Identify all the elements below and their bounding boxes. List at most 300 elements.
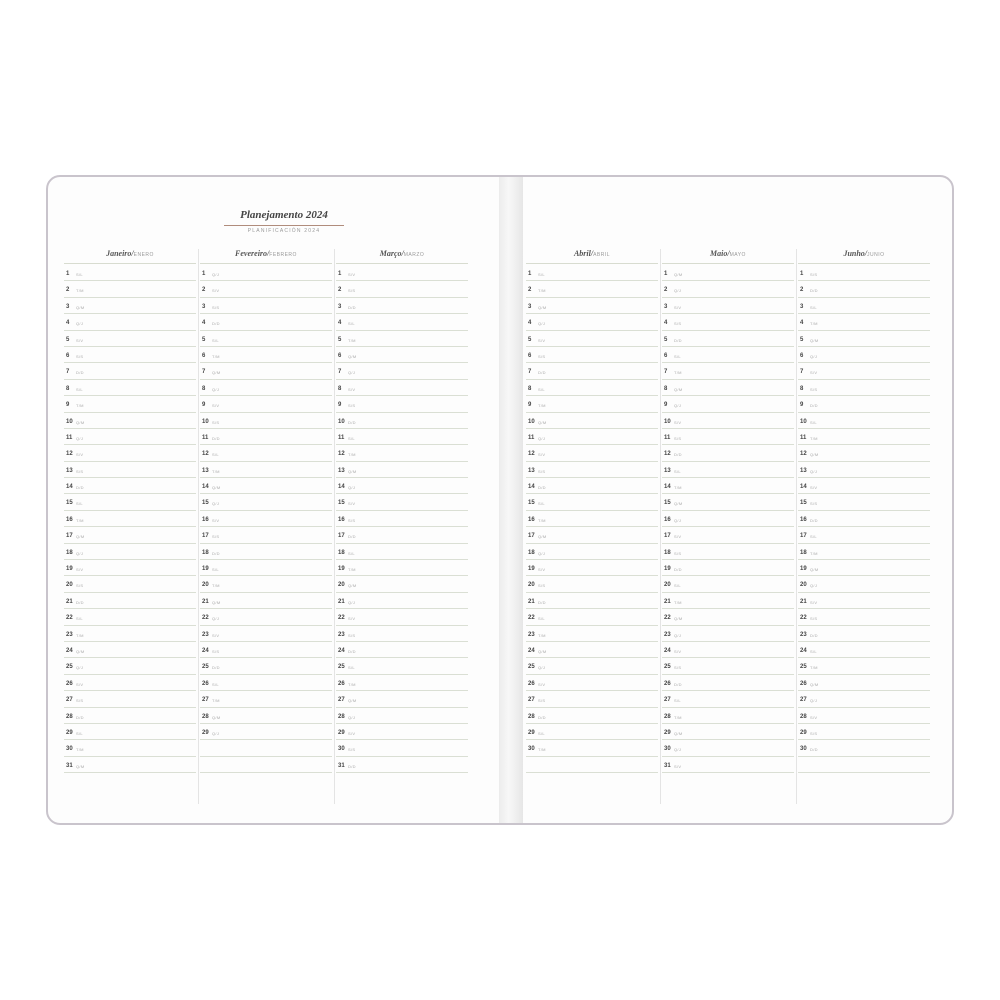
day-row[interactable] (336, 511, 468, 527)
day-row[interactable] (200, 708, 332, 724)
day-row[interactable] (798, 642, 930, 658)
day-row[interactable] (64, 380, 196, 396)
day-number: 26 (664, 680, 671, 687)
day-row[interactable] (526, 380, 658, 396)
day-row[interactable] (64, 609, 196, 625)
weekday-abbrev: Q/M (674, 730, 683, 736)
month-name: Maio/ (710, 249, 730, 258)
day-row[interactable] (526, 658, 658, 674)
day-row[interactable] (798, 331, 930, 347)
weekday-abbrev: D/D (810, 288, 818, 294)
weekday-abbrev: D/D (212, 665, 220, 671)
day-row[interactable] (798, 462, 930, 478)
weekday-abbrev: S/V (538, 681, 546, 687)
day-row[interactable] (798, 658, 930, 674)
day-row[interactable] (526, 675, 658, 691)
day-row[interactable] (662, 511, 794, 527)
day-row[interactable] (200, 724, 332, 740)
day-row[interactable] (64, 478, 196, 494)
day-row[interactable] (662, 642, 794, 658)
weekday-abbrev: Q/M (212, 599, 221, 605)
planner-spread (46, 175, 954, 825)
day-row[interactable] (336, 626, 468, 642)
day-row[interactable] (662, 724, 794, 740)
day-number: 31 (664, 762, 671, 769)
day-number: 5 (338, 336, 342, 343)
day-number: 4 (664, 320, 668, 327)
day-number: 13 (66, 467, 73, 474)
day-number: 28 (202, 713, 209, 720)
day-row[interactable] (200, 560, 332, 576)
day-row[interactable] (662, 281, 794, 297)
day-row[interactable] (798, 413, 930, 429)
day-row[interactable] (526, 626, 658, 642)
day-row[interactable] (662, 609, 794, 625)
day-number: 4 (202, 320, 206, 327)
day-number: 30 (528, 746, 535, 753)
weekday-abbrev: Q/M (76, 534, 85, 540)
day-number: 25 (66, 664, 73, 671)
weekday-abbrev: D/D (810, 517, 818, 523)
day-row[interactable] (798, 281, 930, 297)
day-row[interactable] (64, 413, 196, 429)
month-column (662, 249, 794, 773)
day-row[interactable] (798, 396, 930, 412)
day-row[interactable] (526, 347, 658, 363)
day-row[interactable] (798, 691, 930, 707)
day-row[interactable] (798, 593, 930, 609)
day-row[interactable] (526, 429, 658, 445)
day-row[interactable] (64, 331, 196, 347)
weekday-abbrev: D/D (538, 714, 546, 720)
day-row[interactable] (64, 511, 196, 527)
day-row[interactable] (336, 560, 468, 576)
day-row[interactable] (526, 314, 658, 330)
day-row[interactable] (662, 363, 794, 379)
weekday-abbrev: S/S (348, 632, 356, 638)
day-row[interactable] (200, 363, 332, 379)
day-row[interactable] (200, 544, 332, 560)
day-number: 23 (664, 631, 671, 638)
day-row[interactable] (336, 331, 468, 347)
day-row[interactable] (662, 462, 794, 478)
day-row[interactable] (64, 740, 196, 756)
weekday-abbrev: S/L (348, 321, 355, 327)
day-row[interactable] (200, 494, 332, 510)
day-row[interactable] (526, 560, 658, 576)
day-row[interactable] (662, 478, 794, 494)
day-row[interactable] (526, 757, 658, 773)
day-row[interactable] (64, 314, 196, 330)
day-row[interactable] (336, 494, 468, 510)
weekday-abbrev: D/D (674, 567, 682, 573)
day-number: 30 (800, 746, 807, 753)
day-row[interactable] (200, 658, 332, 674)
day-number: 12 (800, 451, 807, 458)
day-row[interactable] (200, 609, 332, 625)
day-number: 5 (202, 336, 206, 343)
day-number: 6 (528, 352, 532, 359)
day-row[interactable] (798, 363, 930, 379)
day-row[interactable] (200, 396, 332, 412)
day-row[interactable] (526, 691, 658, 707)
day-row[interactable] (662, 347, 794, 363)
day-row[interactable] (798, 724, 930, 740)
day-row[interactable] (64, 691, 196, 707)
day-row[interactable] (336, 478, 468, 494)
day-row[interactable] (200, 445, 332, 461)
day-row[interactable] (662, 675, 794, 691)
weekday-abbrev: T/M (348, 681, 356, 687)
day-number: 7 (338, 369, 342, 376)
day-row[interactable] (336, 429, 468, 445)
day-number: 1 (338, 271, 342, 277)
day-number: 28 (528, 713, 535, 720)
day-number: 17 (528, 533, 535, 540)
day-row[interactable] (336, 413, 468, 429)
day-row[interactable] (200, 527, 332, 543)
day-row[interactable] (798, 609, 930, 625)
weekday-abbrev: Q/M (538, 304, 547, 310)
day-row[interactable] (200, 576, 332, 592)
weekday-abbrev: S/S (810, 730, 818, 736)
day-row[interactable] (64, 298, 196, 314)
day-number: 13 (664, 467, 671, 474)
day-row[interactable] (336, 642, 468, 658)
day-row[interactable] (64, 724, 196, 740)
day-row[interactable] (336, 593, 468, 609)
day-row[interactable] (64, 494, 196, 510)
day-row[interactable] (798, 740, 930, 756)
day-row[interactable] (662, 396, 794, 412)
day-row[interactable] (662, 445, 794, 461)
day-row[interactable] (662, 494, 794, 510)
day-row[interactable] (526, 609, 658, 625)
day-row[interactable] (526, 363, 658, 379)
page-title: Planejamento 2024 (240, 209, 328, 221)
day-row[interactable] (662, 757, 794, 773)
day-row[interactable] (662, 314, 794, 330)
day-number: 12 (338, 451, 345, 458)
day-row[interactable] (64, 675, 196, 691)
day-row[interactable] (200, 593, 332, 609)
day-row[interactable] (662, 560, 794, 576)
day-row[interactable] (200, 380, 332, 396)
day-number: 3 (66, 303, 70, 310)
day-row[interactable] (798, 675, 930, 691)
weekday-abbrev: Q/M (538, 648, 547, 654)
weekday-abbrev: T/M (538, 403, 546, 409)
day-row[interactable] (526, 544, 658, 560)
day-row[interactable] (662, 691, 794, 707)
day-row[interactable] (526, 576, 658, 592)
weekday-abbrev: Q/J (674, 632, 682, 638)
day-row[interactable] (336, 298, 468, 314)
day-row[interactable] (336, 380, 468, 396)
day-row[interactable] (798, 478, 930, 494)
weekday-abbrev: D/D (212, 321, 220, 327)
weekday-abbrev: Q/M (348, 583, 357, 589)
day-row[interactable] (336, 757, 468, 773)
day-row[interactable] (336, 265, 468, 281)
day-row[interactable] (798, 265, 930, 281)
day-row[interactable] (64, 347, 196, 363)
weekday-abbrev: S/L (348, 435, 355, 441)
day-row[interactable] (526, 396, 658, 412)
weekday-abbrev: D/D (348, 304, 356, 310)
weekday-abbrev: D/D (538, 485, 546, 491)
weekday-abbrev: S/L (76, 616, 83, 622)
day-row[interactable] (64, 708, 196, 724)
day-row[interactable] (798, 511, 930, 527)
day-row[interactable] (64, 396, 196, 412)
day-number: 21 (528, 598, 535, 605)
weekday-abbrev: S/V (348, 501, 356, 507)
day-row[interactable] (526, 462, 658, 478)
day-row[interactable] (662, 298, 794, 314)
weekday-abbrev: D/D (76, 714, 84, 720)
day-row[interactable] (526, 511, 658, 527)
day-row[interactable] (64, 757, 196, 773)
weekday-abbrev: Q/M (810, 452, 819, 458)
day-row[interactable] (662, 331, 794, 347)
day-row[interactable] (64, 576, 196, 592)
day-row[interactable] (798, 527, 930, 543)
day-row[interactable] (200, 675, 332, 691)
day-row[interactable] (662, 740, 794, 756)
day-number: 14 (338, 484, 345, 491)
day-row[interactable] (336, 363, 468, 379)
day-row[interactable] (526, 724, 658, 740)
day-number: 16 (66, 516, 73, 523)
day-row[interactable] (336, 576, 468, 592)
weekday-abbrev: S/V (674, 304, 682, 310)
day-row[interactable] (662, 576, 794, 592)
day-row[interactable] (336, 544, 468, 560)
day-row[interactable] (662, 626, 794, 642)
day-row[interactable] (200, 511, 332, 527)
day-row[interactable] (798, 708, 930, 724)
day-row[interactable] (64, 527, 196, 543)
day-row[interactable] (662, 593, 794, 609)
day-number: 23 (800, 631, 807, 638)
day-row[interactable] (798, 347, 930, 363)
day-row[interactable] (336, 691, 468, 707)
day-row[interactable] (526, 445, 658, 461)
day-row[interactable] (526, 281, 658, 297)
day-row[interactable] (798, 626, 930, 642)
day-row[interactable] (200, 691, 332, 707)
day-number: 15 (202, 500, 209, 507)
day-row[interactable] (662, 429, 794, 445)
day-row[interactable] (662, 708, 794, 724)
day-row[interactable] (200, 331, 332, 347)
day-number: 30 (338, 746, 345, 753)
weekday-abbrev: S/S (810, 386, 818, 392)
day-row[interactable] (64, 363, 196, 379)
day-row[interactable] (662, 265, 794, 281)
weekday-abbrev: T/M (674, 714, 682, 720)
day-row[interactable] (200, 281, 332, 297)
weekday-abbrev: S/L (212, 567, 219, 573)
day-number: 13 (528, 467, 535, 474)
day-row[interactable] (200, 413, 332, 429)
day-row[interactable] (200, 740, 332, 756)
day-number: 10 (664, 418, 671, 425)
day-row[interactable] (526, 527, 658, 543)
weekday-abbrev: S/S (674, 665, 682, 671)
day-row[interactable] (336, 396, 468, 412)
day-row[interactable] (798, 445, 930, 461)
day-row[interactable] (64, 445, 196, 461)
day-row[interactable] (64, 642, 196, 658)
day-row[interactable] (336, 609, 468, 625)
day-row[interactable] (526, 642, 658, 658)
weekday-abbrev: Q/J (212, 730, 220, 736)
day-row[interactable] (336, 724, 468, 740)
day-row[interactable] (336, 708, 468, 724)
weekday-abbrev: S/L (76, 501, 83, 507)
day-number: 11 (202, 434, 209, 441)
weekday-abbrev: T/M (76, 403, 84, 409)
weekday-abbrev: S/S (810, 272, 818, 277)
day-row[interactable] (526, 265, 658, 281)
day-row[interactable] (64, 544, 196, 560)
day-number: 22 (202, 615, 209, 622)
day-row[interactable] (200, 265, 332, 281)
page-subtitle: PLANIFICACIÓN 2024 (247, 228, 321, 234)
day-row[interactable] (200, 429, 332, 445)
day-row[interactable] (798, 494, 930, 510)
weekday-abbrev: Q/M (348, 698, 357, 704)
day-row[interactable] (526, 494, 658, 510)
weekday-abbrev: S/S (76, 353, 84, 359)
day-row[interactable] (798, 314, 930, 330)
day-row[interactable] (200, 757, 332, 773)
day-row[interactable] (64, 462, 196, 478)
day-number: 15 (800, 500, 807, 507)
day-row[interactable] (336, 445, 468, 461)
weekday-abbrev: Q/J (538, 321, 546, 327)
day-number: 20 (528, 582, 535, 589)
day-row[interactable] (336, 740, 468, 756)
weekday-abbrev: Q/J (674, 288, 682, 294)
day-number: 8 (664, 385, 668, 392)
day-row[interactable] (662, 380, 794, 396)
weekday-abbrev: S/S (212, 304, 220, 310)
day-number: 18 (66, 549, 73, 556)
month-header (64, 249, 196, 264)
day-row[interactable] (200, 314, 332, 330)
day-row[interactable] (526, 478, 658, 494)
day-number: 14 (800, 484, 807, 491)
weekday-abbrev: T/M (76, 517, 84, 523)
day-row[interactable] (64, 626, 196, 642)
day-row[interactable] (200, 298, 332, 314)
weekday-abbrev: D/D (674, 337, 682, 343)
weekday-abbrev: T/M (212, 468, 220, 474)
day-number: 29 (338, 729, 345, 736)
day-row[interactable] (336, 281, 468, 297)
day-number: 14 (66, 484, 73, 491)
day-row[interactable] (526, 298, 658, 314)
day-row[interactable] (526, 593, 658, 609)
day-row[interactable] (336, 314, 468, 330)
day-row[interactable] (662, 527, 794, 543)
weekday-abbrev: S/S (810, 616, 818, 622)
day-row[interactable] (200, 347, 332, 363)
day-row[interactable] (798, 560, 930, 576)
weekday-abbrev: Q/J (212, 501, 220, 507)
day-number: 1 (664, 271, 668, 277)
weekday-abbrev: S/V (538, 567, 546, 573)
weekday-abbrev: Q/J (348, 714, 356, 720)
day-row[interactable] (798, 757, 930, 773)
day-row[interactable] (64, 593, 196, 609)
weekday-abbrev: S/L (674, 698, 681, 704)
month-name: Fevereiro/ (235, 249, 270, 258)
day-number: 31 (66, 762, 73, 769)
weekday-abbrev: T/M (76, 288, 84, 294)
day-row[interactable] (662, 658, 794, 674)
day-row[interactable] (200, 462, 332, 478)
day-row[interactable] (526, 413, 658, 429)
day-number: 17 (664, 533, 671, 540)
day-number: 7 (202, 369, 206, 376)
day-row[interactable] (798, 576, 930, 592)
day-number: 5 (664, 336, 668, 343)
day-row[interactable] (662, 413, 794, 429)
day-number: 17 (338, 533, 345, 540)
day-row[interactable] (64, 281, 196, 297)
day-row[interactable] (336, 527, 468, 543)
day-row[interactable] (336, 658, 468, 674)
weekday-abbrev: S/S (674, 435, 682, 441)
day-row[interactable] (526, 708, 658, 724)
column-separator (660, 249, 661, 804)
day-row[interactable] (200, 626, 332, 642)
day-row[interactable] (526, 331, 658, 347)
day-row[interactable] (526, 740, 658, 756)
day-number: 17 (202, 533, 209, 540)
month-name-es: MAYO (729, 252, 746, 258)
day-row[interactable] (64, 265, 196, 281)
weekday-abbrev: S/L (538, 386, 545, 392)
day-row[interactable] (336, 462, 468, 478)
day-number: 27 (202, 697, 209, 704)
day-number: 2 (528, 287, 532, 294)
weekday-abbrev: Q/J (810, 468, 818, 474)
day-row[interactable] (64, 658, 196, 674)
day-row[interactable] (798, 544, 930, 560)
weekday-abbrev: S/L (348, 550, 355, 556)
day-row[interactable] (798, 429, 930, 445)
day-row[interactable] (662, 544, 794, 560)
day-number: 21 (664, 598, 671, 605)
day-row[interactable] (336, 675, 468, 691)
month-name: Março/ (379, 249, 404, 258)
day-number: 11 (528, 434, 535, 441)
weekday-abbrev: Q/J (76, 665, 84, 671)
day-row[interactable] (798, 380, 930, 396)
day-row[interactable] (336, 347, 468, 363)
day-row[interactable] (200, 642, 332, 658)
day-row[interactable] (798, 298, 930, 314)
weekday-abbrev: Q/M (538, 534, 547, 540)
day-row[interactable] (64, 560, 196, 576)
day-row[interactable] (200, 478, 332, 494)
day-row[interactable] (64, 429, 196, 445)
